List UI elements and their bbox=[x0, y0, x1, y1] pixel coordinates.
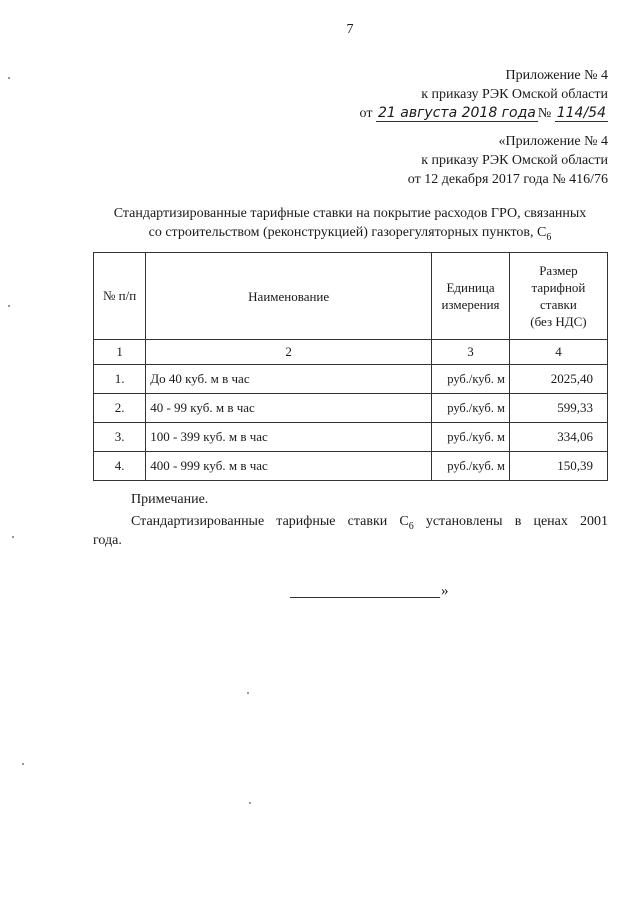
header-rate-line-1: Размер bbox=[539, 263, 578, 278]
header-unit bbox=[432, 253, 510, 340]
header-name: Наименование bbox=[146, 253, 432, 340]
note-heading: Примечание. bbox=[131, 492, 209, 507]
appendix-order-ref: к приказу РЭК Омской области bbox=[421, 87, 608, 102]
note-text-end: года. bbox=[93, 533, 122, 548]
note-subscript: 6 bbox=[408, 520, 414, 532]
row-unit: руб./куб. м bbox=[432, 394, 510, 423]
handwritten-number: 114/54 bbox=[556, 105, 606, 121]
header-unit-line-1: Единица bbox=[446, 280, 495, 295]
row-num: 3. bbox=[94, 423, 146, 452]
header-rate-line-3: ставки bbox=[540, 297, 577, 312]
title-subscript: 6 bbox=[546, 231, 552, 243]
row-name: 100 - 399 куб. м в час bbox=[146, 423, 432, 452]
document-title bbox=[80, 204, 620, 247]
previous-appendix-order-ref: к приказу РЭК Омской области bbox=[421, 153, 608, 168]
closing-line bbox=[290, 597, 440, 598]
row-rate: 599,33 bbox=[509, 394, 607, 423]
title-line-1: Стандартизированные тарифные ставки на покрытие расходов ГРО, связанных bbox=[113, 206, 587, 221]
column-number-row bbox=[94, 340, 608, 365]
note-text-part-1: Стандартизированные тарифные ставки С bbox=[131, 514, 409, 529]
header-num: № п/п bbox=[94, 253, 146, 340]
column-number: 2 bbox=[146, 340, 432, 365]
appendix-title: Приложение № 4 bbox=[505, 68, 608, 83]
column-number: 1 bbox=[94, 340, 146, 365]
row-unit: руб./куб. м bbox=[432, 452, 510, 481]
row-rate: 2025,40 bbox=[509, 365, 607, 394]
row-unit: руб./куб. м bbox=[432, 365, 510, 394]
scan-speck bbox=[8, 77, 10, 79]
scan-speck bbox=[247, 692, 249, 694]
table-row bbox=[94, 394, 608, 423]
appendix-header bbox=[360, 66, 608, 123]
scan-speck bbox=[12, 536, 14, 538]
scan-speck bbox=[22, 763, 24, 765]
table-row bbox=[94, 423, 608, 452]
column-number: 3 bbox=[432, 340, 510, 365]
page-number: 7 bbox=[346, 22, 354, 37]
title-line-2 bbox=[80, 223, 620, 247]
note-text-part-2: установлены в ценах 2001 bbox=[413, 514, 608, 529]
number-prefix: № bbox=[537, 106, 552, 121]
previous-appendix-date: от 12 декабря 2017 года № 416/76 bbox=[407, 172, 608, 187]
column-number: 4 bbox=[509, 340, 607, 365]
closing-quote: » bbox=[441, 583, 449, 599]
table-header-row bbox=[94, 253, 608, 340]
row-rate: 150,39 bbox=[509, 452, 607, 481]
row-unit: руб./куб. м bbox=[432, 423, 510, 452]
header-rate-line-2: тарифной bbox=[531, 280, 586, 295]
header-unit-line-2: измерения bbox=[441, 297, 500, 312]
previous-appendix-title: «Приложение № 4 bbox=[498, 134, 608, 149]
table-row bbox=[94, 452, 608, 481]
row-name: До 40 куб. м в час bbox=[146, 365, 432, 394]
row-name: 400 - 999 куб. м в час bbox=[146, 452, 432, 481]
row-name: 40 - 99 куб. м в час bbox=[146, 394, 432, 423]
previous-appendix-header bbox=[408, 132, 608, 189]
table-row bbox=[94, 365, 608, 394]
row-num: 2. bbox=[94, 394, 146, 423]
scan-speck bbox=[8, 305, 10, 307]
row-num: 4. bbox=[94, 452, 146, 481]
row-num: 1. bbox=[94, 365, 146, 394]
row-rate: 334,06 bbox=[509, 423, 607, 452]
date-prefix: от bbox=[359, 106, 373, 121]
handwritten-date: 21 августа 2018 года bbox=[377, 105, 536, 121]
header-rate bbox=[509, 253, 607, 340]
title-line-2-text: со строительством (реконструкцией) газорегуляторных пунктов, С bbox=[148, 225, 547, 240]
tariff-table bbox=[93, 252, 608, 481]
appendix-date-line bbox=[360, 104, 608, 123]
header-rate-line-4: (без НДС) bbox=[530, 314, 587, 329]
scan-speck bbox=[249, 802, 251, 804]
